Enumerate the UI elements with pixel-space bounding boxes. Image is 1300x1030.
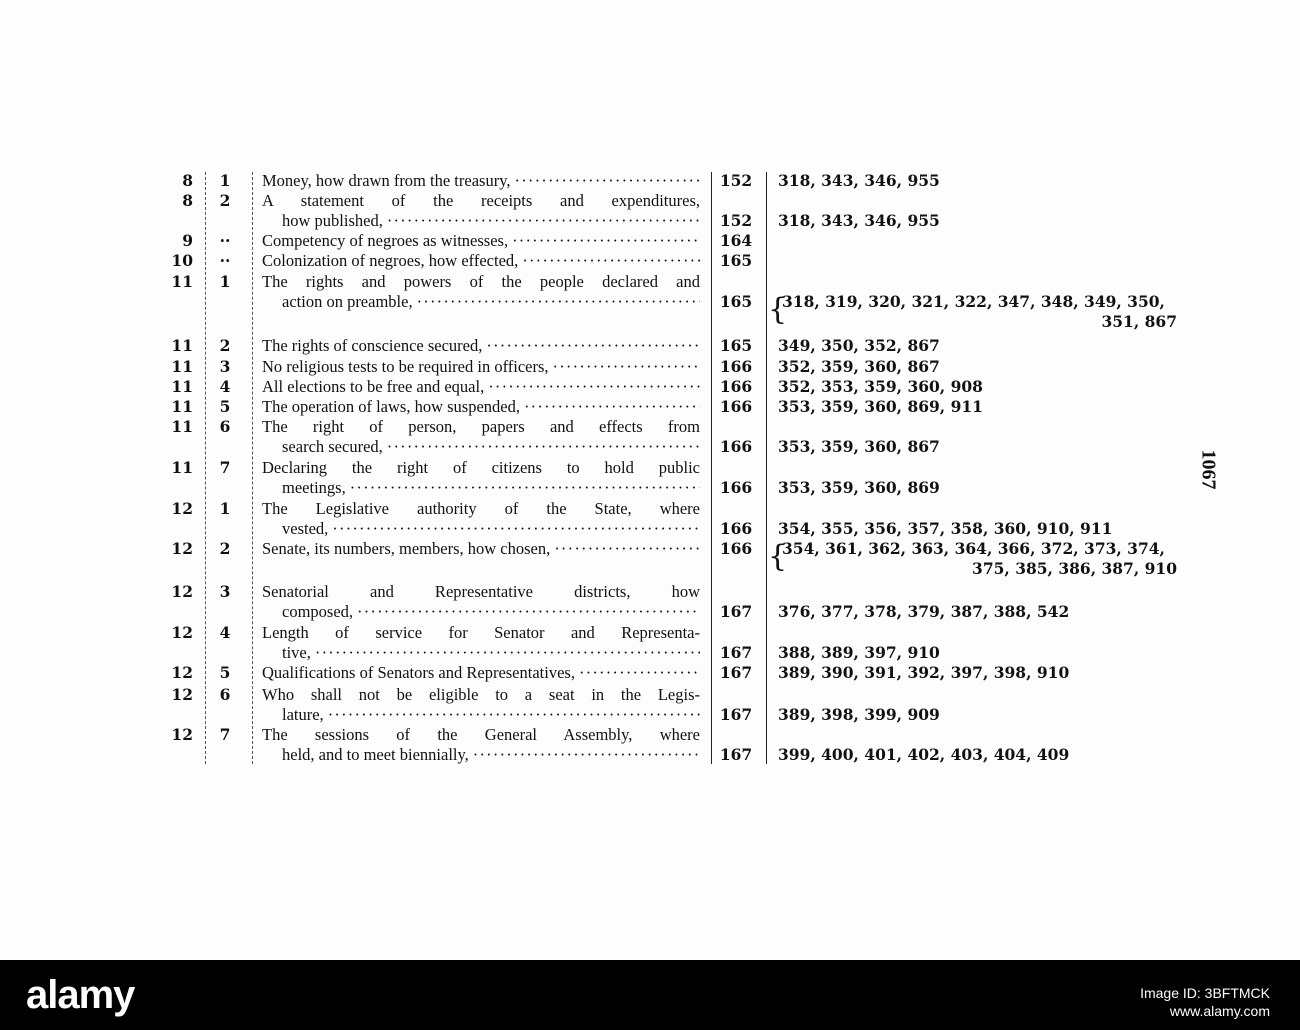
- description-line-1: Length of service for Senator and Representa-: [262, 623, 700, 642]
- column-divider-art: [205, 172, 206, 764]
- journal-page: 166: [719, 437, 753, 456]
- reference-line: 349, 350, 352, 867: [778, 336, 940, 355]
- reference-line: 352, 353, 359, 360, 908: [778, 377, 983, 396]
- description-line-1: Colonization of negroes, how effected,: [262, 251, 519, 270]
- reference-line: 353, 359, 360, 869: [778, 478, 940, 497]
- reference-line: 354, 361, 362, 363, 364, 366, 372, 373, 374,: [782, 539, 1165, 558]
- journal-page: 166: [719, 519, 753, 538]
- dot-leader: [350, 478, 700, 498]
- article-number: 11: [171, 397, 193, 416]
- dot-leader: [417, 292, 700, 312]
- section-number: ··: [219, 231, 231, 250]
- description-line-1: Declaring the right of citizens to hold public: [262, 458, 700, 477]
- debate-references: [778, 171, 1178, 191]
- entry-description: [262, 191, 700, 231]
- reference-line: 354, 355, 356, 357, 358, 360, 910, 911: [778, 519, 1113, 538]
- article-number: 11: [171, 272, 193, 291]
- journal-page: 165: [719, 336, 753, 355]
- description-line-2: vested,: [282, 519, 329, 538]
- reference-line: 376, 377, 378, 379, 387, 388, 542: [778, 602, 1070, 621]
- article-number: 8: [182, 171, 193, 190]
- dot-leader: [488, 377, 700, 397]
- description-line-1: The operation of laws, how suspended,: [262, 397, 520, 416]
- section-number: 7: [219, 725, 231, 744]
- section-number: ··: [219, 251, 231, 270]
- debate-references: [778, 397, 1178, 417]
- entry-description: [262, 725, 700, 765]
- journal-page: 166: [719, 478, 753, 497]
- journal-page: 167: [719, 745, 753, 764]
- entry-description: [262, 582, 700, 622]
- section-number: 6: [219, 685, 231, 704]
- debate-references: [778, 211, 1178, 231]
- entry-description: [262, 377, 700, 397]
- entry-description: [262, 336, 700, 356]
- debate-references: [778, 745, 1178, 765]
- journal-page: 167: [719, 663, 753, 682]
- dot-leader: [524, 397, 700, 417]
- journal-page: 166: [719, 397, 753, 416]
- article-number: 12: [171, 725, 193, 744]
- reference-line: 399, 400, 401, 402, 403, 404, 409: [778, 745, 1070, 764]
- entry-description: [262, 539, 700, 559]
- description-line-1: The rights and powers of the people declared and: [262, 272, 700, 291]
- brace-mark: {: [768, 539, 788, 574]
- site-url[interactable]: www.alamy.com: [1169, 1003, 1270, 1019]
- description-line-1: All elections to be free and equal,: [262, 377, 485, 396]
- journal-page: 167: [719, 705, 753, 724]
- section-number: 2: [219, 191, 231, 210]
- description-line-2: meetings,: [282, 478, 346, 497]
- reference-line: 318, 343, 346, 955: [778, 211, 940, 230]
- debate-references: [778, 663, 1178, 683]
- reference-line: 353, 359, 360, 867: [778, 437, 940, 456]
- footer-info: [1140, 984, 1270, 1020]
- description-line-2: how published,: [282, 211, 383, 230]
- debate-references: [778, 357, 1178, 377]
- dot-leader: [512, 231, 700, 251]
- entry-description: [262, 458, 700, 498]
- description-line-1: Competency of negroes as witnesses,: [262, 231, 509, 250]
- entry-description: [262, 397, 700, 417]
- debate-references: [778, 602, 1178, 622]
- reference-line: 318, 343, 346, 955: [778, 171, 940, 190]
- description-line-1: Senate, its numbers, members, how chosen,: [262, 539, 551, 558]
- dot-leader: [315, 643, 700, 663]
- description-line-2: held, and to meet biennially,: [282, 745, 469, 764]
- watermark-footer: [0, 960, 1300, 1030]
- section-number: 7: [219, 458, 231, 477]
- entry-description: [262, 685, 700, 725]
- article-number: 12: [171, 539, 193, 558]
- article-number: 12: [171, 663, 193, 682]
- dot-leader: [332, 519, 700, 539]
- description-line-2: action on preamble,: [282, 292, 413, 311]
- brace-mark: {: [768, 292, 788, 327]
- description-line-1: The right of person, papers and effects from: [262, 417, 700, 436]
- debate-references: [778, 336, 1178, 356]
- entry-description: [262, 499, 700, 539]
- journal-page: 164: [719, 231, 753, 250]
- article-number: 12: [171, 499, 193, 518]
- journal-page: 165: [719, 292, 753, 311]
- article-number: 12: [171, 582, 193, 601]
- page-number: 1067: [1197, 449, 1220, 490]
- debate-references: [778, 519, 1178, 539]
- section-number: 1: [219, 499, 231, 518]
- journal-page: 152: [719, 171, 753, 190]
- journal-page: 165: [719, 251, 753, 270]
- section-number: 4: [219, 377, 231, 396]
- entry-description: [262, 272, 700, 312]
- svg-text:alamy: alamy: [26, 973, 135, 1017]
- description-line-1: Money, how drawn from the treasury,: [262, 171, 511, 190]
- dot-leader: [553, 357, 700, 377]
- dot-leader: [387, 437, 700, 457]
- reference-line: 352, 359, 360, 867: [778, 357, 940, 376]
- article-number: 9: [182, 231, 193, 250]
- dot-leader: [579, 663, 700, 683]
- reference-line: 318, 319, 320, 321, 322, 347, 348, 349, 350,: [782, 292, 1165, 311]
- column-divider-page: [766, 172, 767, 764]
- entry-description: [262, 417, 700, 457]
- reference-line: 351, 867: [1101, 312, 1177, 331]
- column-divider-sec: [252, 172, 253, 764]
- dot-leader: [515, 171, 701, 191]
- article-number: 8: [182, 191, 193, 210]
- column-divider-text: [711, 172, 712, 764]
- debate-references: [778, 377, 1178, 397]
- entry-description: [262, 623, 700, 663]
- article-number: 11: [171, 336, 193, 355]
- dot-leader: [473, 745, 700, 765]
- reference-line: 375, 385, 386, 387, 910: [972, 559, 1177, 578]
- section-number: 4: [219, 623, 231, 642]
- section-number: 1: [219, 272, 231, 291]
- article-number: 10: [171, 251, 193, 270]
- section-number: 6: [219, 417, 231, 436]
- description-line-2: tive,: [282, 643, 311, 662]
- reference-line: 353, 359, 360, 869, 911: [778, 397, 983, 416]
- description-line-1: Qualifications of Senators and Representatives,: [262, 663, 575, 682]
- debate-references: [768, 292, 1182, 332]
- debate-references: [778, 478, 1178, 498]
- journal-page: 167: [719, 602, 753, 621]
- section-number: 5: [219, 397, 231, 416]
- dot-leader: [486, 336, 700, 356]
- journal-page: 152: [719, 211, 753, 230]
- debate-references: [778, 705, 1178, 725]
- reference-line: 388, 389, 397, 910: [778, 643, 940, 662]
- section-number: 1: [219, 171, 231, 190]
- dot-leader: [522, 251, 700, 271]
- dot-leader: [357, 602, 700, 622]
- description-line-1: A statement of the receipts and expenditures,: [262, 191, 700, 210]
- article-number: 11: [171, 357, 193, 376]
- description-line-1: Senatorial and Representative districts, how: [262, 582, 700, 601]
- description-line-2: lature,: [282, 705, 324, 724]
- entry-description: [262, 171, 700, 191]
- description-line-1: The Legislative authority of the State, where: [262, 499, 700, 518]
- entry-description: [262, 663, 700, 683]
- debate-references: [778, 437, 1178, 457]
- debate-references: [778, 643, 1178, 663]
- entry-description: [262, 231, 700, 251]
- section-number: 3: [219, 582, 231, 601]
- dot-leader: [554, 539, 700, 559]
- article-number: 11: [171, 417, 193, 436]
- dot-leader: [387, 211, 700, 231]
- description-line-1: No religious tests to be required in officers,: [262, 357, 549, 376]
- section-number: 3: [219, 357, 231, 376]
- description-line-1: The rights of conscience secured,: [262, 336, 483, 355]
- section-number: 2: [219, 336, 231, 355]
- entry-description: [262, 251, 700, 271]
- article-number: 11: [171, 458, 193, 477]
- journal-page: 167: [719, 643, 753, 662]
- description-line-1: The sessions of the General Assembly, where: [262, 725, 700, 744]
- image-id: Image ID: 3BFTMCK: [1140, 985, 1270, 1001]
- entry-description: [262, 357, 700, 377]
- journal-page: 166: [719, 377, 753, 396]
- section-number: 5: [219, 663, 231, 682]
- alamy-logo: [22, 968, 172, 1018]
- description-line-2: search secured,: [282, 437, 383, 456]
- article-number: 11: [171, 377, 193, 396]
- description-line-1: Who shall not be eligible to a seat in the Legis-: [262, 685, 700, 704]
- article-number: 12: [171, 623, 193, 642]
- dot-leader: [328, 705, 700, 725]
- reference-line: 389, 398, 399, 909: [778, 705, 940, 724]
- journal-page: 166: [719, 539, 753, 558]
- section-number: 2: [219, 539, 231, 558]
- article-number: 12: [171, 685, 193, 704]
- journal-page: 166: [719, 357, 753, 376]
- debate-references: [768, 539, 1182, 579]
- description-line-2: composed,: [282, 602, 354, 621]
- reference-line: 389, 390, 391, 392, 397, 398, 910: [778, 663, 1070, 682]
